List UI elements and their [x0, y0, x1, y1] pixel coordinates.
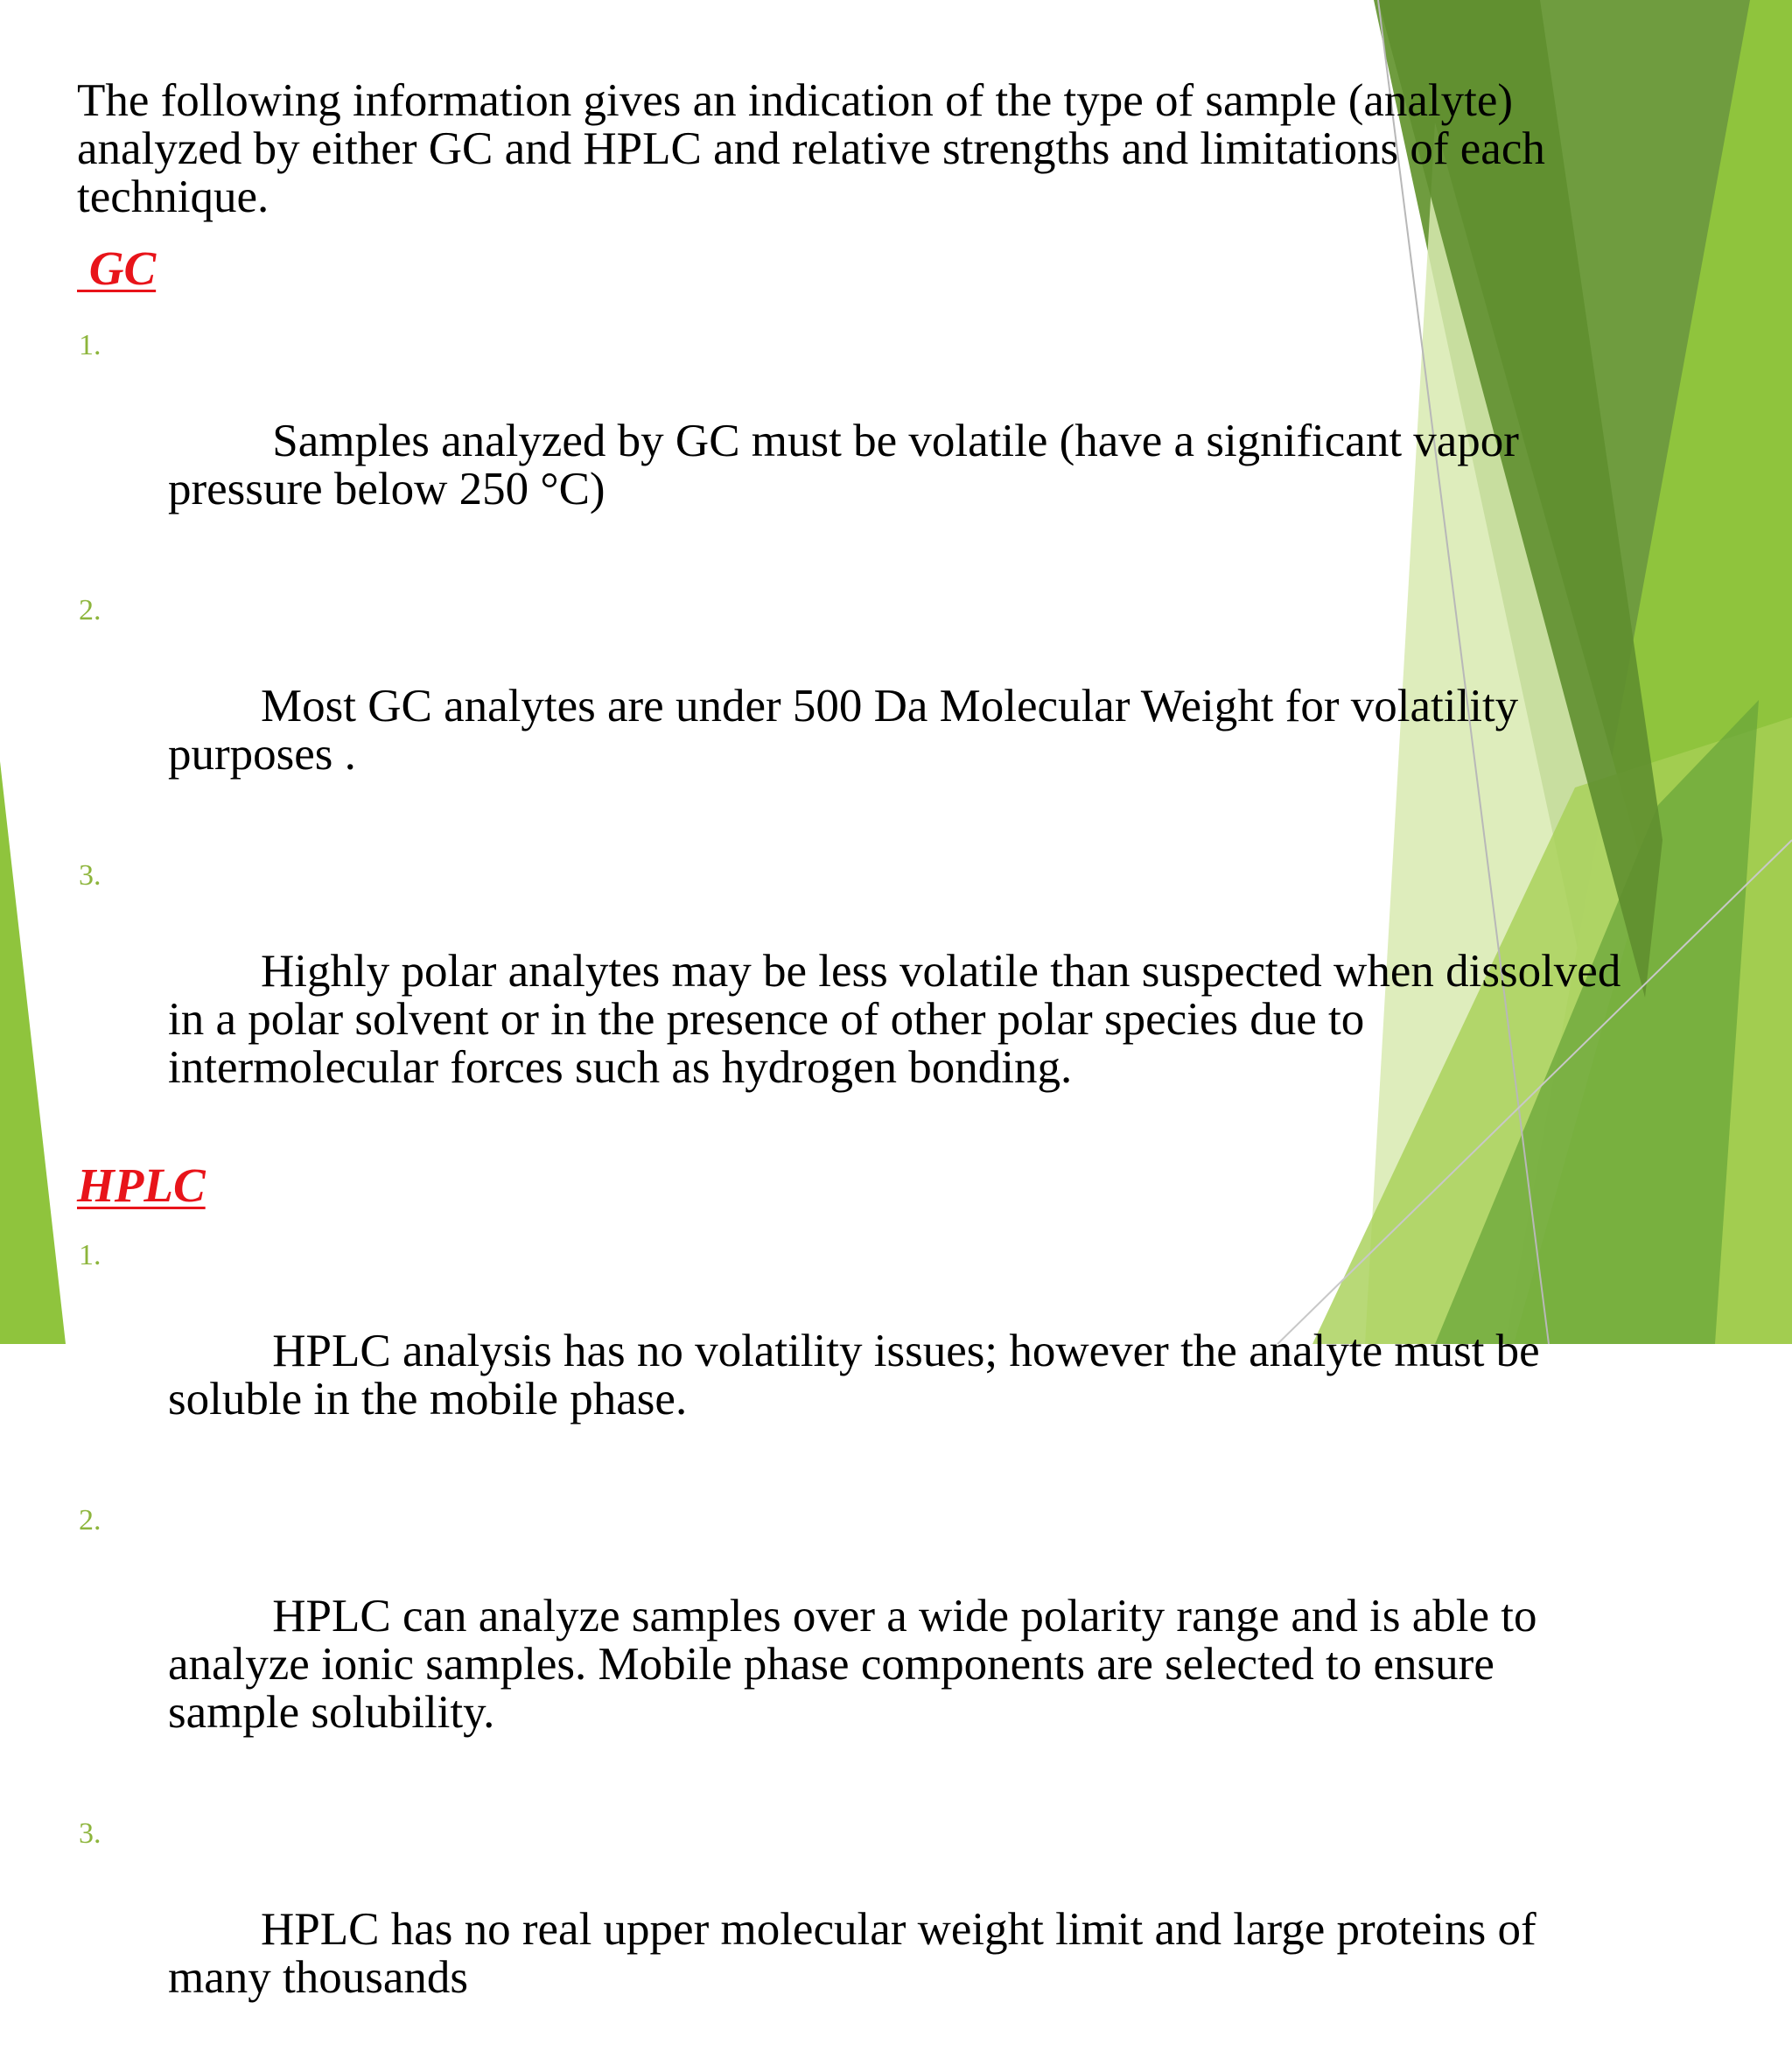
hplc-list — [77, 1231, 1634, 2050]
left-green-sliver — [0, 761, 66, 1344]
list-item — [77, 1496, 1634, 1785]
list-number: 1. — [79, 329, 102, 361]
list-item-text: Highly polar analytes may be less volatile than suspected when dissolved in a polar solvent or in the presence of other polar species due to intermolecular forces such as hydrogen bonding. — [168, 946, 1633, 1093]
list-number: 1. — [79, 1239, 102, 1271]
list-item — [77, 586, 1634, 827]
list-item — [77, 1810, 1634, 2050]
list-number: 2. — [79, 1504, 102, 1536]
list-item — [77, 1231, 1634, 1472]
list-item — [77, 321, 1634, 562]
list-item-text: HPLC analysis has no volatility issues; however the analyte must be soluble in the mobile phase. — [168, 1326, 1551, 1424]
list-item-text: HPLC can analyze samples over a wide polarity range and is able to analyze ionic samples. Mobile phase components are selected to ensure sample solubility. — [168, 1591, 1549, 1738]
list-number: 2. — [79, 594, 102, 626]
gc-list — [77, 321, 1634, 1140]
list-number: 3. — [79, 859, 102, 892]
intro-paragraph: The following information gives an indication of the type of sample (analyte) analyzed by either GC and HPLC and relative strengths and limitations of each technique. — [77, 75, 1545, 222]
gc-heading: GC — [77, 242, 157, 295]
list-item-text: HPLC has no real upper molecular weight limit and large proteins of many thousands — [168, 1904, 1548, 2003]
list-item — [77, 851, 1634, 1140]
list-item-text: Samples analyzed by GC must be volatile (have a significant vapor pressure below 250 °C) — [168, 416, 1531, 514]
list-item-text: Most GC analytes are under 500 Da Molecular Weight for volatility purposes . — [168, 681, 1530, 780]
hplc-heading: HPLC — [77, 1158, 206, 1212]
slide-content — [77, 77, 1634, 2050]
list-number: 3. — [79, 1817, 102, 1850]
